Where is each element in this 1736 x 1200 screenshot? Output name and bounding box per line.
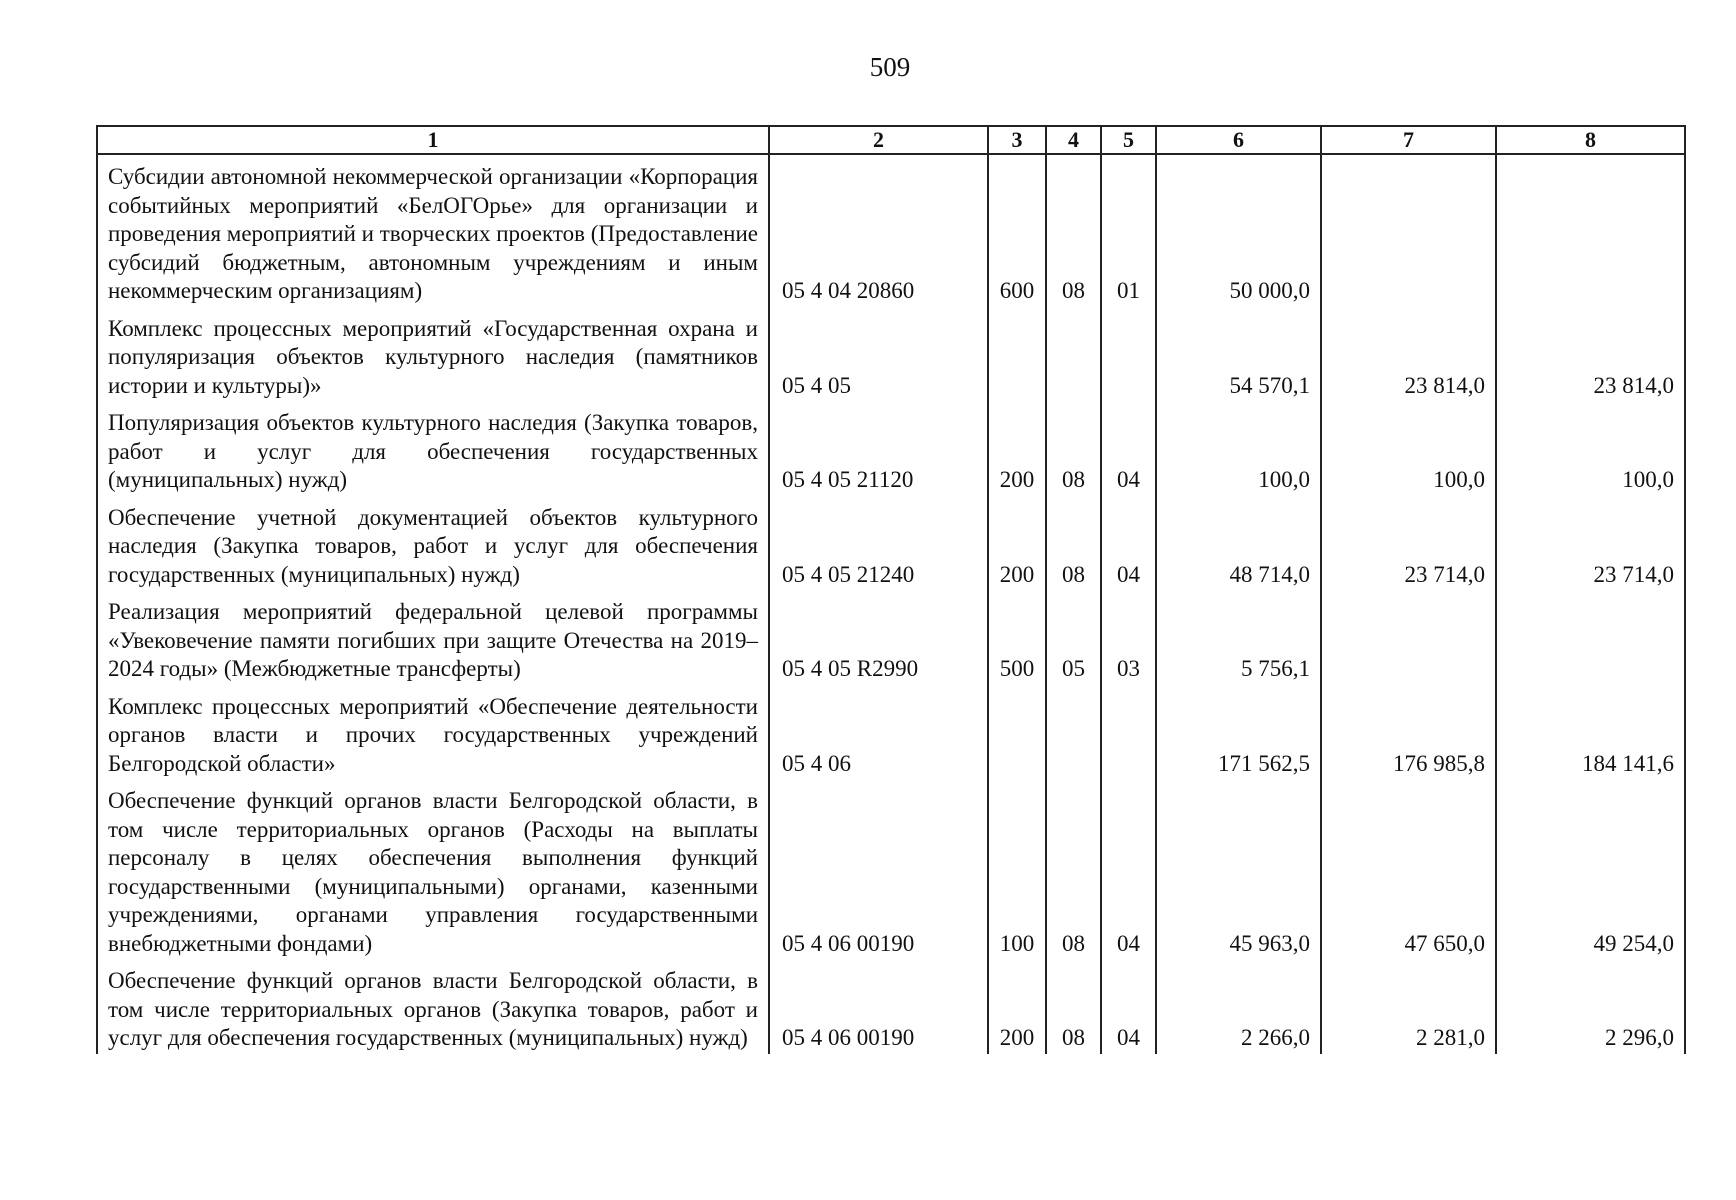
amount-6-cell: 48 714,0 [1156,496,1321,591]
table-body [97,154,1685,1054]
amount-8-cell [1496,590,1685,685]
code-cell: 05 4 05 21120 [769,401,988,496]
column-5-cell: 04 [1101,496,1156,591]
row-name-cell: Комплекс процессных мероприятий «Государственная охрана и популяризация объектов культурного наследия (памятников истории и культуры)» [97,307,769,402]
row-name-cell: Реализация мероприятий федеральной целевой программы «Увековечение памяти погибших при защите Отечества на 2019–2024 годы» (Межбюджетные трансферты) [97,590,769,685]
column-5-cell: 03 [1101,590,1156,685]
code-cell: 05 4 05 [769,307,988,402]
amount-6-cell: 54 570,1 [1156,307,1321,402]
amount-7-cell [1321,154,1496,307]
budget-table [96,125,1686,1054]
column-3-cell: 500 [988,590,1046,685]
amount-6-cell: 50 000,0 [1156,154,1321,307]
amount-6-cell: 5 756,1 [1156,590,1321,685]
table-row [97,401,1685,496]
amount-7-cell: 2 281,0 [1321,959,1496,1054]
column-4-cell [1046,307,1101,402]
column-3-cell: 100 [988,779,1046,959]
column-5-cell: 04 [1101,959,1156,1054]
table-row [97,496,1685,591]
amount-7-cell: 23 714,0 [1321,496,1496,591]
column-4-cell: 08 [1046,779,1101,959]
column-header-4: 4 [1046,126,1101,154]
amount-7-cell: 23 814,0 [1321,307,1496,402]
amount-6-cell: 171 562,5 [1156,685,1321,780]
amount-7-cell: 100,0 [1321,401,1496,496]
table-row [97,154,1685,307]
amount-8-cell: 184 141,6 [1496,685,1685,780]
code-cell: 05 4 05 21240 [769,496,988,591]
table-row [97,959,1685,1054]
column-header-7: 7 [1321,126,1496,154]
row-name-cell: Обеспечение функций органов власти Белгородской области, в том числе территориальных органов (Расходы на выплаты персоналу в целях обеспечения выполнения функций государственными (муниципальными) органами, казенными учреждениями, органами управления государственными внебюджетными фондами) [97,779,769,959]
column-3-cell [988,685,1046,780]
code-cell: 05 4 04 20860 [769,154,988,307]
column-4-cell: 08 [1046,154,1101,307]
column-header-2: 2 [769,126,988,154]
column-5-cell [1101,685,1156,780]
column-5-cell: 04 [1101,779,1156,959]
amount-6-cell: 100,0 [1156,401,1321,496]
row-name-cell: Обеспечение функций органов власти Белгородской области, в том числе территориальных органов (Закупка товаров, работ и услуг для обеспечения государственных (муниципальных) нужд) [97,959,769,1054]
table-row [97,307,1685,402]
amount-8-cell: 2 296,0 [1496,959,1685,1054]
column-3-cell: 200 [988,496,1046,591]
column-3-cell: 200 [988,959,1046,1054]
row-name-cell: Комплекс процессных мероприятий «Обеспечение деятельности органов власти и прочих государственных учреждений Белгородской области» [97,685,769,780]
amount-8-cell: 23 714,0 [1496,496,1685,591]
column-5-cell: 04 [1101,401,1156,496]
column-header-1: 1 [97,126,769,154]
row-name-cell: Обеспечение учетной документацией объектов культурного наследия (Закупка товаров, работ и услуг для обеспечения государственных (муниципальных) нужд) [97,496,769,591]
amount-6-cell: 45 963,0 [1156,779,1321,959]
amount-8-cell: 49 254,0 [1496,779,1685,959]
column-3-cell: 200 [988,401,1046,496]
code-cell: 05 4 06 00190 [769,779,988,959]
column-4-cell: 08 [1046,496,1101,591]
amount-8-cell [1496,154,1685,307]
header-row [97,126,1685,154]
amount-7-cell: 176 985,8 [1321,685,1496,780]
code-cell: 05 4 05 R2990 [769,590,988,685]
row-name-cell: Субсидии автономной некоммерческой организации «Корпорация событийных мероприятий «БелОГОрье» для организации и проведения мероприятий и творческих проектов (Предоставление субсидий бюджетным, автономным учреждениям и иным некоммерческим организациям) [97,154,769,307]
column-4-cell: 08 [1046,401,1101,496]
table-row [97,779,1685,959]
table-row [97,685,1685,780]
table-row [97,590,1685,685]
code-cell: 05 4 06 00190 [769,959,988,1054]
amount-8-cell: 23 814,0 [1496,307,1685,402]
column-5-cell [1101,307,1156,402]
amount-7-cell [1321,590,1496,685]
column-4-cell [1046,685,1101,780]
amount-7-cell: 47 650,0 [1321,779,1496,959]
column-3-cell [988,307,1046,402]
row-name-cell: Популяризация объектов культурного наследия (Закупка товаров, работ и услуг для обеспечения государственных (муниципальных) нужд) [97,401,769,496]
table-header [97,126,1685,154]
page-number: 509 [869,52,911,82]
column-3-cell: 600 [988,154,1046,307]
column-4-cell: 08 [1046,959,1101,1054]
column-header-5: 5 [1101,126,1156,154]
budget-table-wrap [96,125,1684,1054]
column-header-8: 8 [1496,126,1685,154]
amount-8-cell: 100,0 [1496,401,1685,496]
column-header-3: 3 [988,126,1046,154]
column-header-6: 6 [1156,126,1321,154]
code-cell: 05 4 06 [769,685,988,780]
column-4-cell: 05 [1046,590,1101,685]
amount-6-cell: 2 266,0 [1156,959,1321,1054]
column-5-cell: 01 [1101,154,1156,307]
